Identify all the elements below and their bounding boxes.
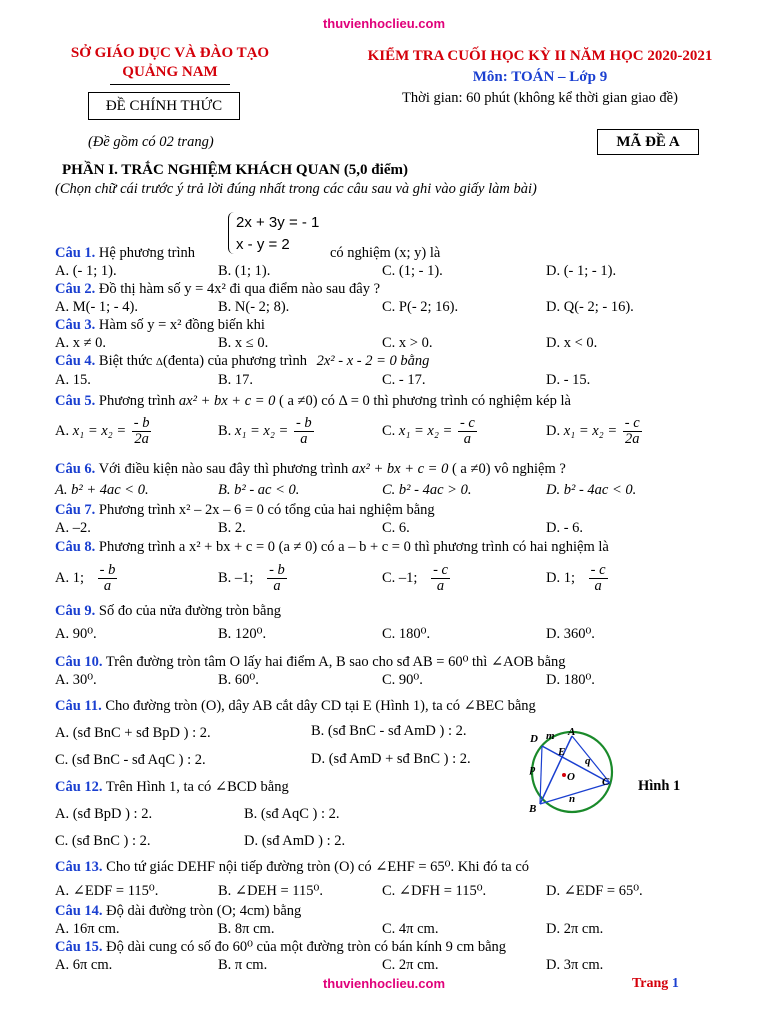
- q12-option-c: C. (sđ BnC ) : 2.: [55, 833, 151, 849]
- province-name: QUẢNG NAM: [122, 64, 218, 80]
- question-condition: ( a ≠0): [279, 393, 318, 409]
- q11-option-c: C. (sđ BnC - sđ AqC ) : 2.: [55, 752, 206, 768]
- option-prefix: x₁ = x₂ =: [234, 422, 289, 439]
- q2-option-a: A. M(- 1; - 4).: [55, 299, 138, 315]
- q1-option-a: A. (- 1; 1).: [55, 263, 117, 279]
- label-a: A: [568, 728, 576, 738]
- question-text: có Δ = 0 thì phương trình có nghiệm kép là: [321, 393, 571, 409]
- question-text: Cho tứ giác DEHF nội tiếp đường tròn (O) có ∠EHF = 65⁰. Khi đó ta có: [106, 859, 530, 875]
- q5-option-b: [218, 416, 316, 447]
- q12-option-a: A. (sđ BpD ) : 2.: [55, 806, 153, 822]
- question-1-tail: có nghiệm (x; y) là: [330, 245, 441, 261]
- question-9: [55, 603, 281, 620]
- question-6: [55, 461, 566, 478]
- fraction-num: - b: [133, 415, 150, 431]
- q7-option-a: A. –2.: [55, 520, 91, 536]
- question-text: Hàm số y = x² đồng biến khi: [98, 317, 265, 333]
- label-d: D: [530, 733, 538, 745]
- question-text: Với điều kiện nào sau đây thì phương trình: [98, 461, 349, 477]
- department-header: [50, 44, 290, 85]
- fraction-den: a: [300, 431, 308, 447]
- exam-header: [320, 46, 760, 109]
- q13-option-c: C. ∠DFH = 115⁰.: [382, 883, 487, 899]
- chord-ab: [540, 736, 572, 804]
- question-condition: ( a ≠0): [451, 461, 491, 477]
- question-label: Câu 12.: [55, 779, 103, 795]
- label-q: q: [585, 755, 591, 767]
- time-line: Thời gian: 60 phút (không kể thời gian giao đề): [402, 90, 678, 106]
- question-equation: 2x² - x - 2 = 0 bằng: [316, 353, 430, 369]
- option-prefix: x₁ = x₂ =: [398, 422, 453, 439]
- fraction: [458, 416, 477, 447]
- question-label: Câu 1.: [55, 245, 96, 261]
- label-n: n: [569, 793, 576, 805]
- exam-code: MÃ ĐỀ A: [597, 129, 699, 155]
- fraction-num: - b: [99, 562, 116, 578]
- question-text: Số đo của nửa đường tròn bằng: [98, 603, 281, 619]
- q5-option-c: [382, 416, 479, 447]
- page-number: [632, 976, 679, 992]
- q14-option-c: C. 4π cm.: [382, 921, 439, 937]
- question-label: Câu 5.: [55, 393, 96, 409]
- q8-option-d: [546, 563, 610, 594]
- q6-option-c: C. b² - 4ac > 0.: [382, 482, 472, 498]
- question-text: Cho đường tròn (O), dây AB cắt dây CD tại E (Hình 1), ta có ∠BEC bằng: [105, 698, 536, 714]
- question-15: [55, 939, 506, 956]
- q11-option-a: A. (sđ BnC + sđ BpD ) : 2.: [55, 725, 211, 741]
- q3-option-c: C. x > 0.: [382, 335, 433, 351]
- q3-option-b: B. x ≤ 0.: [218, 335, 269, 351]
- question-4: [55, 353, 429, 370]
- fraction-num: - b: [295, 415, 312, 431]
- question-label: Câu 2.: [55, 281, 96, 297]
- question-label: Câu 10.: [55, 654, 103, 670]
- fraction-den: a: [463, 431, 472, 447]
- question-text: Độ dài đường tròn (O; 4cm) bằng: [106, 903, 302, 919]
- q5-option-d: [546, 416, 644, 447]
- equation-system: [228, 212, 328, 258]
- question-2: [55, 281, 380, 298]
- fraction-den: 2a: [624, 431, 640, 447]
- question-equation: ax² + bx + c = 0: [351, 461, 449, 477]
- fraction-num: - c: [433, 562, 448, 578]
- q12-option-d: D. (sđ AmD ) : 2.: [244, 833, 346, 849]
- question-label: Câu 13.: [55, 859, 103, 875]
- question-text: Biệt thức: [98, 353, 153, 369]
- question-text: Trên đường tròn tâm O lấy hai điểm A, B sao cho sđ AB = 60⁰ thì ∠AOB bằng: [105, 654, 566, 670]
- question-label: Câu 6.: [55, 461, 96, 477]
- question-11: [55, 698, 536, 715]
- question-text: vô nghiệm ?: [494, 461, 566, 477]
- fraction-num: - c: [624, 415, 640, 431]
- option-prefix: B. –1;: [218, 569, 254, 586]
- q6-option-a: A. b² + 4ac < 0.: [55, 482, 149, 498]
- fraction-den: a: [273, 578, 281, 594]
- site-watermark-top[interactable]: thuvienhoclieu.com: [322, 16, 446, 31]
- option-prefix: x₁ = x₂ =: [563, 422, 618, 439]
- q7-option-b: B. 2.: [218, 520, 246, 536]
- fraction-den: a: [436, 578, 445, 594]
- question-12: [55, 779, 289, 796]
- option-prefix: C. –1;: [382, 569, 418, 586]
- question-label: Câu 8.: [55, 539, 96, 555]
- question-14: [55, 903, 301, 920]
- center-point: [562, 773, 566, 777]
- header-divider: [110, 84, 230, 85]
- q1-option-b: B. (1; 1).: [218, 263, 271, 279]
- q14-option-b: B. 8π cm.: [218, 921, 275, 937]
- q5-option-a: [55, 416, 153, 447]
- chord-db: [540, 746, 542, 804]
- fraction: [431, 563, 450, 594]
- label-c: C: [602, 776, 610, 788]
- q12-option-b: B. (sđ AqC ) : 2.: [244, 806, 340, 822]
- q4-option-a: A. 15.: [55, 372, 91, 388]
- official-badge: ĐỀ CHÍNH THỨC: [88, 92, 240, 120]
- q14-option-d: D. 2π cm.: [546, 921, 604, 937]
- question-10: [55, 654, 566, 671]
- question-text: Phương trình: [98, 393, 176, 409]
- q13-option-b: B. ∠DEH = 115⁰.: [218, 883, 323, 899]
- figure-label: Hình 1: [638, 778, 681, 794]
- system-brace: [228, 212, 235, 254]
- question-equation: ax² + bx + c = 0: [178, 393, 276, 409]
- fraction: [132, 416, 152, 447]
- question-5: [55, 393, 571, 410]
- exam-title: KIỂM TRA CUỐI HỌC KỲ II NĂM HỌC 2020-2021: [367, 48, 713, 64]
- q9-option-a: A. 90⁰.: [55, 626, 97, 642]
- question-label: Câu 3.: [55, 317, 96, 333]
- question-text: Hệ phương trình: [98, 245, 195, 261]
- q10-option-d: D. 180⁰.: [546, 672, 595, 688]
- q13-option-d: D. ∠EDF = 65⁰.: [546, 883, 643, 899]
- option-prefix: A. 1;: [55, 569, 84, 586]
- question-text: (đenta) của phương trình: [163, 353, 307, 369]
- q8-option-b: [218, 563, 289, 594]
- q2-option-d: D. Q(- 2; - 16).: [546, 299, 634, 315]
- q11-option-b: B. (sđ BnC - sđ AmD ) : 2.: [311, 723, 467, 739]
- fraction: [589, 563, 608, 594]
- label-b: B: [529, 803, 537, 815]
- q10-option-c: C. 90⁰.: [382, 672, 423, 688]
- fraction-num: - b: [269, 562, 285, 578]
- department-name: SỞ GIÁO DỤC VÀ ĐÀO TẠO: [70, 45, 270, 61]
- fraction: [623, 416, 642, 447]
- label-o: O: [567, 771, 575, 783]
- question-label: Câu 7.: [55, 502, 96, 518]
- q7-option-d: D. - 6.: [546, 520, 584, 536]
- q14-option-a: A. 16π cm.: [55, 921, 120, 937]
- pages-note: (Đề gồm có 02 trang): [88, 134, 214, 150]
- q15-option-b: B. π cm.: [218, 957, 268, 973]
- fraction-num: - c: [459, 415, 475, 431]
- section-title: PHẦN I. TRẮC NGHIỆM KHÁCH QUAN (5,0 điểm): [62, 162, 408, 178]
- q15-option-a: A. 6π cm.: [55, 957, 113, 973]
- section-note: (Chọn chữ cái trước ý trả lời đúng nhất trong các câu sau và ghi vào giấy làm bài): [55, 181, 537, 197]
- question-13: [55, 859, 529, 876]
- label-p: p: [530, 763, 536, 775]
- q15-option-c: C. 2π cm.: [382, 957, 439, 973]
- q9-option-d: D. 360⁰.: [546, 626, 595, 642]
- page-num-value: 1: [671, 976, 679, 991]
- question-text: Độ dài cung có số đo 60⁰ của một đường tròn có bán kính 9 cm bằng: [106, 939, 507, 955]
- delta-symbol: Δ: [155, 356, 163, 368]
- fraction-den: 2a: [134, 431, 149, 447]
- page-word: Trang: [632, 976, 669, 991]
- subject-line: Môn: TOÁN – Lớp 9: [472, 69, 608, 85]
- label-e: E: [558, 746, 566, 758]
- question-1: [55, 245, 195, 262]
- question-text: Phương trình x² – 2x – 6 = 0 có tổng của hai nghiệm bằng: [98, 502, 435, 518]
- option-letter: A.: [55, 422, 70, 439]
- q3-option-d: D. x < 0.: [546, 335, 598, 351]
- fraction: [98, 563, 118, 594]
- q8-option-a: [55, 563, 119, 594]
- q10-option-b: B. 60⁰.: [218, 672, 259, 688]
- q4-option-c: C. - 17.: [382, 372, 426, 388]
- fraction-den: a: [103, 578, 112, 594]
- question-8: [55, 539, 609, 556]
- q9-option-c: C. 180⁰.: [382, 626, 431, 642]
- question-text: Phương trình a x² + bx + c = 0 (a ≠ 0) có a – b + c = 0 thì phương trình có hai nghiệm là: [98, 539, 609, 555]
- q1-option-c: C. (1; - 1).: [382, 263, 443, 279]
- q8-option-c: [382, 563, 452, 594]
- site-watermark-bottom[interactable]: thuvienhoclieu.com: [322, 976, 446, 991]
- q4-option-b: B. 17.: [218, 372, 254, 388]
- q15-option-d: D. 3π cm.: [546, 957, 604, 973]
- q6-option-d: D. b² - 4ac < 0.: [546, 482, 637, 498]
- option-letter: C.: [382, 422, 396, 439]
- q2-option-b: B. N(- 2; 8).: [218, 299, 290, 315]
- question-text: Trên Hình 1, ta có ∠BCD bằng: [105, 779, 289, 795]
- system-eq2: x - y = 2: [236, 236, 290, 253]
- question-3: [55, 317, 265, 334]
- label-m: m: [546, 730, 555, 742]
- option-letter: B.: [218, 422, 232, 439]
- question-label: Câu 4.: [55, 353, 96, 369]
- option-prefix: D. 1;: [546, 569, 575, 586]
- system-eq1: 2x + 3y = - 1: [236, 214, 320, 231]
- question-text: Đồ thị hàm số y = 4x² đi qua điểm nào sau đây ?: [98, 281, 381, 297]
- q1-option-d: D. (- 1; - 1).: [546, 263, 617, 279]
- q13-option-a: A. ∠EDF = 115⁰.: [55, 883, 159, 899]
- q3-option-a: A. x ≠ 0.: [55, 335, 107, 351]
- option-prefix: x₁ = x₂ =: [72, 422, 127, 439]
- question-7: [55, 502, 435, 519]
- fraction: [294, 416, 314, 447]
- q7-option-c: C. 6.: [382, 520, 410, 536]
- fraction: [267, 563, 287, 594]
- q10-option-a: A. 30⁰.: [55, 672, 97, 688]
- question-label: Câu 14.: [55, 903, 103, 919]
- question-label: Câu 11.: [55, 698, 102, 714]
- option-letter: D.: [546, 422, 561, 439]
- q11-option-d: D. (sđ AmD + sđ BnC ) : 2.: [311, 751, 471, 767]
- q4-option-d: D. - 15.: [546, 372, 591, 388]
- fraction-den: a: [594, 578, 602, 594]
- fraction-num: - c: [590, 562, 606, 578]
- question-label: Câu 9.: [55, 603, 96, 619]
- q2-option-c: C. P(- 2; 16).: [382, 299, 459, 315]
- question-label: Câu 15.: [55, 939, 103, 955]
- q6-option-b: B. b² - ac < 0.: [218, 482, 300, 498]
- circle-figure: [522, 728, 632, 818]
- q9-option-b: B. 120⁰.: [218, 626, 267, 642]
